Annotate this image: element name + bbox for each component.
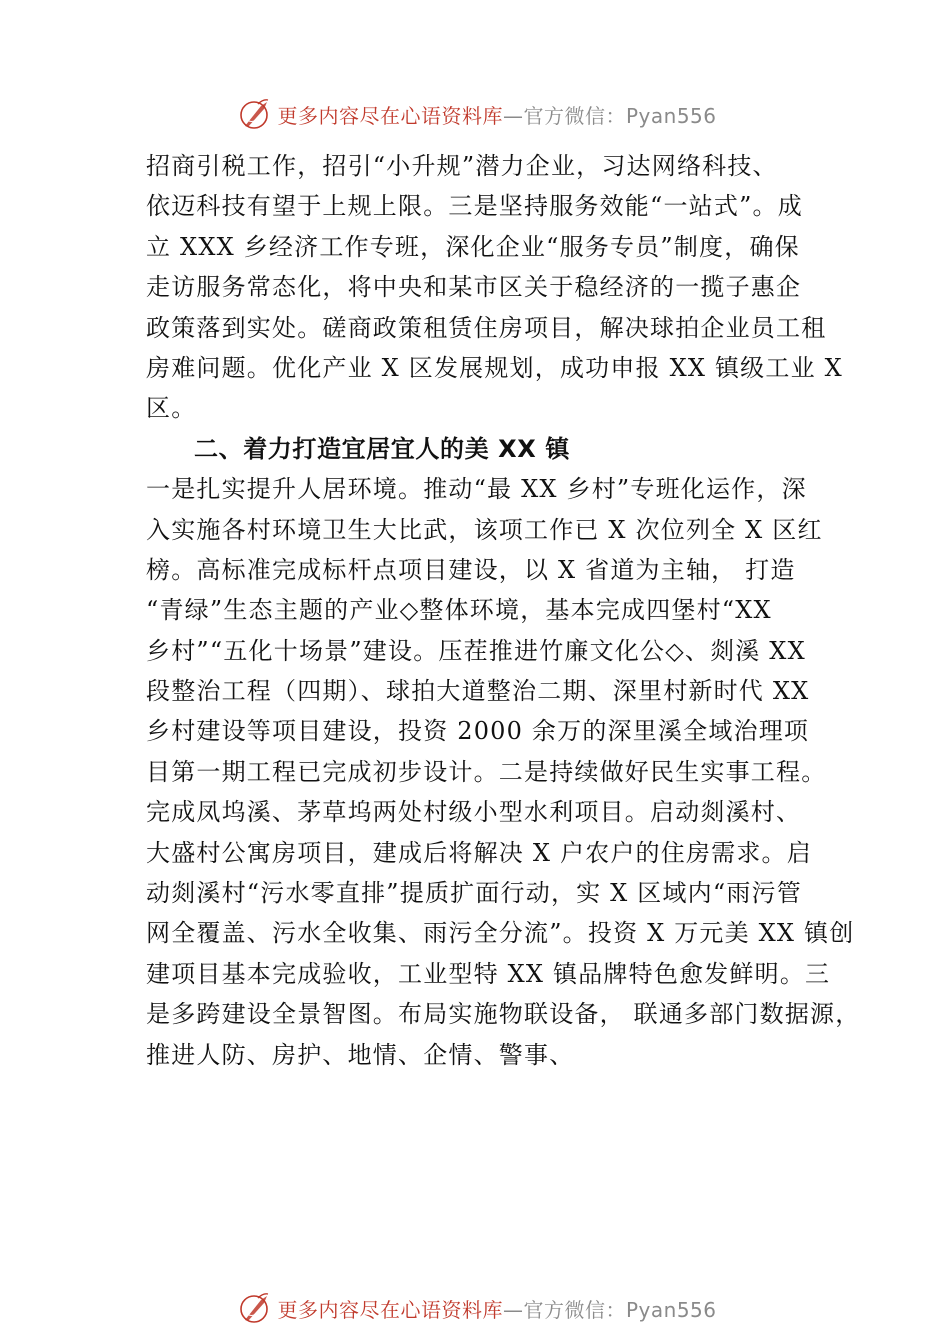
watermark-wechat-id: Pyan556: [625, 1297, 717, 1322]
text-line: 房难问题。优化产业 X 区发展规划，成功申报 XX 镇级工业 X: [146, 353, 843, 382]
watermark-separator: —: [502, 1297, 524, 1322]
quill-pen-logo-icon: [237, 96, 273, 132]
text-line: 政策落到实处。磋商政策租赁住房项目，解决球拍企业员工租: [146, 313, 827, 342]
text-line: 完成凤坞溪、茅草坞两处村级小型水利项目。启动剡溪村、: [146, 798, 802, 827]
watermark-brand: 更多内容尽在心语资料库: [277, 1297, 503, 1322]
text-line: 榜。高标准完成标杆点项目建设，以 X 省道为主轴， 打造: [146, 555, 796, 584]
watermark-wechat-label: 官方微信：: [523, 103, 626, 128]
watermark-separator: —: [502, 103, 524, 128]
document-body: [146, 146, 861, 1075]
text-line: 招商引税工作，招引“小升规”潜力企业，习达网络科技、: [146, 152, 778, 180]
text-line: 依迈科技有望于上规上限。三是坚持服务效能“一站式”。成: [146, 192, 803, 221]
watermark-content: [237, 1290, 716, 1326]
text-line: 大盛村公寓房项目，建成后将解决 X 户农户的住房需求。启: [146, 838, 812, 867]
text-line: 一是扎实提升人居环境。推动“最 XX 乡村”专班化运作，深: [146, 475, 807, 504]
text-line: 是多跨建设全景智图。布局实施物联设备， 联通多部门数据源，: [146, 1000, 861, 1029]
text-line: 网全覆盖、污水全收集、雨污全分流”。投资 X 万元美 XX 镇创: [146, 919, 855, 948]
watermark-wechat-label: 官方微信：: [523, 1297, 626, 1322]
header-watermark: [0, 94, 950, 134]
text-line: 动剡溪村“污水零直排”提质扩面行动，实 X 区域内“雨污管: [146, 879, 802, 908]
text-line: 乡村建设等项目建设，投资 2000 余万的深里溪全域治理项: [146, 717, 810, 746]
text-line: 走访服务常态化，将中央和某市区关于稳经济的一揽子惠企: [146, 273, 802, 302]
footer-watermark: [0, 1288, 950, 1328]
watermark-brand: 更多内容尽在心语资料库: [277, 103, 503, 128]
text-line: 段整治工程（四期）、球拍大道整治二期、深里村新时代 XX: [146, 677, 810, 706]
text-line: 乡村”“五化十场景”建设。压茬推进竹廉文化公◇、剡溪 XX: [146, 636, 806, 665]
text-line: 推进人防、房护、地情、企情、警事、: [146, 1040, 575, 1069]
text-line: “青绿”生态主题的产业◇整体环境，基本完成四堡村“XX: [146, 596, 772, 625]
text-line: 区。: [146, 394, 197, 423]
text-line: 建项目基本完成验收，工业型特 XX 镇品牌特色愈发鲜明。三: [146, 959, 831, 988]
section-heading: 二、着力打造宜居宜人的美 XX 镇: [194, 434, 570, 463]
text-line: 目第一期工程已完成初步设计。二是持续做好民生实事工程。: [146, 757, 827, 786]
text-line: 入实施各村环境卫生大比武，该项工作已 X 次位列全 X 区红: [146, 515, 823, 544]
quill-pen-logo-icon: [237, 1290, 273, 1326]
text-line: 立 XXX 乡经济工作专班，深化企业“服务专员”制度，确保: [146, 232, 800, 261]
watermark-wechat-id: Pyan556: [625, 103, 717, 128]
watermark-content: [237, 96, 716, 132]
